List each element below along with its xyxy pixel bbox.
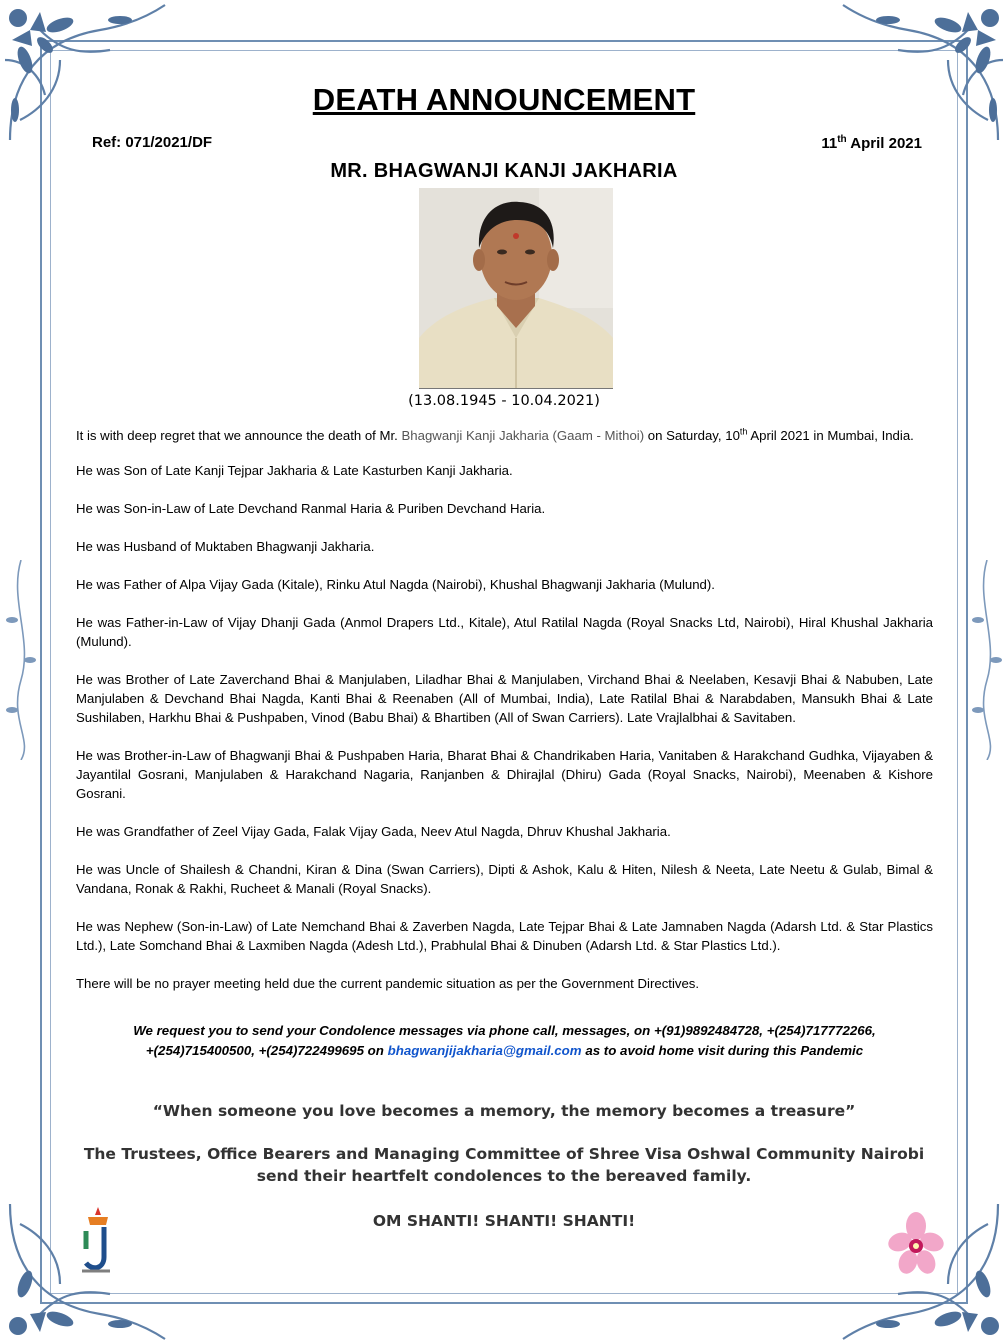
floral-ornament-icon: [0, 0, 170, 150]
portrait-photo: [419, 188, 613, 389]
deceased-name: MR. BHAGWANJI KANJI JAKHARIA: [330, 160, 678, 182]
relation-paragraph: He was Brother-in-Law of Bhagwanji Bhai & Pushpaben Haria, Bharat Bhai & Chandrikaben Haria, Vanitaben & Harakchand Gudhka, Vijayaben & Jayantilal Gosrani, Manjulaben & Harakchand Nagaria, Ranjanben & Dhirajlal (Dhiru) Gada (Royal Snacks, Nairobi), Meenaben & Kishore Gosrani.: [76, 748, 933, 801]
reference-number: Ref: 071/2021/DF: [92, 134, 213, 151]
life-dates: (13.08.1945 - 10.04.2021): [408, 393, 600, 409]
condolence-request: [76, 1021, 933, 1061]
announcement-body: [76, 426, 933, 1012]
request-line-2: +(254)715400500, +(254)722499695 on bhagwanjijakharia@gmail.com as to avoid home visit during this Pandemic: [145, 1043, 864, 1058]
jain-emblem-icon: [78, 1205, 118, 1277]
relation-paragraph: He was Father-in-Law of Vijay Dhanji Gada (Anmol Drapers Ltd., Kitale), Atul Ratilal Nagda (Royal Snacks Ltd, Nairobi), Hiral Khushal Jakharia (Mulund).: [76, 615, 933, 649]
memorial-quote: “When someone you love becomes a memory, the memory becomes a treasure”: [152, 1102, 856, 1120]
relation-paragraph: He was Father of Alpa Vijay Gada (Kitale), Rinku Atul Nagda (Nairobi), Khushal Bhagwanji Jakharia (Mulund).: [76, 577, 715, 592]
announcement-date: 11th April 2021: [821, 134, 922, 152]
om-shanti-text: OM SHANTI! SHANTI! SHANTI!: [372, 1212, 636, 1230]
page-title: DEATH ANNOUNCEMENT: [312, 82, 696, 117]
relation-paragraph: He was Uncle of Shailesh & Chandni, Kiran & Dina (Swan Carriers), Dipti & Ashok, Kalu & Hiten, Nilesh & Neeta, Late Neetu & Gulab, Bimal & Vandana, Ronak & Rakhi, Rucheet & Manali (Royal Snacks).: [76, 862, 933, 896]
email-link[interactable]: bhagwanjijakharia@gmail.com: [387, 1043, 582, 1058]
relation-paragraph: He was Grandfather of Zeel Vijay Gada, Falak Vijay Gada, Neev Atul Nagda, Dhruv Khushal Jakharia.: [76, 824, 671, 839]
trustees-message: The Trustees, Office Bearers and Managing Committee of Shree Visa Oshwal Community Nairobi send their heartfelt condolences to the bereaved family.: [83, 1145, 925, 1185]
relation-paragraph: He was Nephew (Son-in-Law) of Late Nemchand Bhai & Zaverben Nagda, Late Tejpar Bhai & Late Jamnaben Nagda (Adarsh Ltd. & Star Plastics Ltd.), Late Somchand Bhai & Laxmiben Nagda (Adesh Ltd.), Prabhulal Bhai & Dinuben (Adarsh Ltd. & Star Plastics Ltd.).: [76, 919, 933, 953]
relation-paragraph: He was Son-in-Law of Late Devchand Ranmal Haria & Puriben Devchand Haria.: [76, 501, 546, 516]
floral-ornament-icon: [838, 0, 1008, 150]
orchid-icon: [888, 1212, 944, 1278]
relation-paragraph: He was Brother of Late Zaverchand Bhai & Manjulaben, Liladhar Bhai & Manjulaben, Virchand Bhai & Neelaben, Kesavji Bhai & Nabuben, Late Manjulaben & Devchand Bhai Nagda, Kanti Bhai & Reenaben (All of Mumbai, India), Late Ratilal Bhai & Narabdaben, Mansukh Bhai & Late Sushilaben, Harkhu Bhai & Pushpaben, Vinod (Babu Bhai) & Bhartiben (All of Swan Carriers). Late Vrajlalbhai & Savitaben.: [76, 672, 933, 725]
prayer-meeting-note: There will be no prayer meeting held due the current pandemic situation as per the Government Directives.: [76, 976, 700, 991]
request-line-1: We request you to send your Condolence messages via phone call, messages, on +(91)9892484728, +(254)717772266,: [133, 1023, 876, 1038]
intro-paragraph: It is with deep regret that we announce the death of Mr. Bhagwanji Kanji Jakharia (Gaam - Mithoi) on Saturday, 10th April 2021 in Mumbai, India.: [76, 426, 914, 443]
vine-ornament-icon: [970, 560, 1004, 760]
relation-paragraph: He was Son of Late Kanji Tejpar Jakharia & Late Kasturben Kanji Jakharia.: [76, 463, 513, 478]
relation-paragraph: He was Husband of Muktaben Bhagwanji Jakharia.: [76, 539, 375, 554]
vine-ornament-icon: [4, 560, 38, 760]
